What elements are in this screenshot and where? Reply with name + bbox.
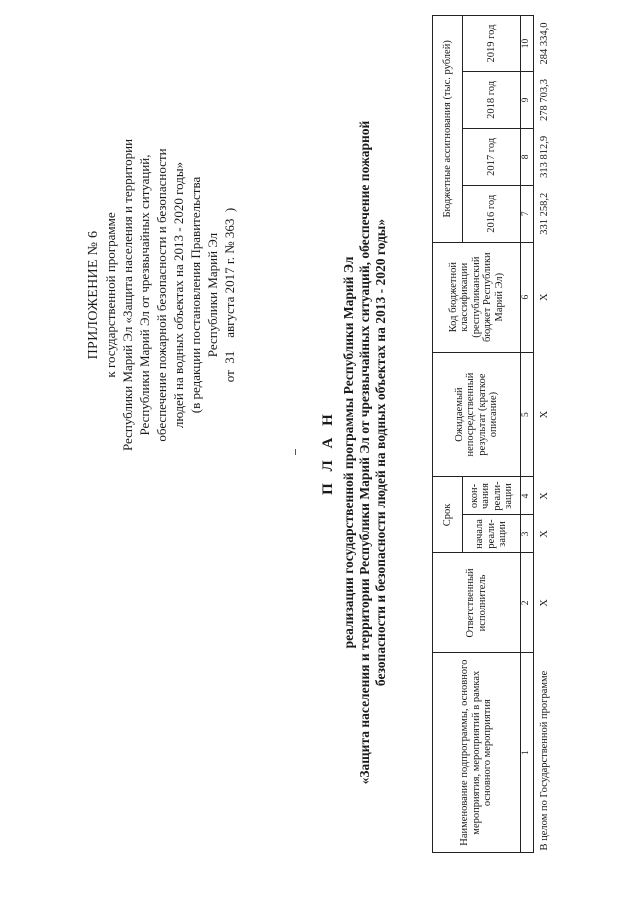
total-end: X <box>538 492 550 500</box>
total-result: X <box>538 410 550 419</box>
plan-subtitle-line: безопасности и безопасности людей на водных объектах на 2013 - 2020 годы» <box>373 218 388 687</box>
appendix-title: ПРИЛОЖЕНИЕ № 6 <box>86 230 101 360</box>
column-number: 4 <box>521 477 534 515</box>
header-term-start: начала реали-зации <box>463 515 521 553</box>
appendix-line: (в редакции постановления Правительства <box>188 176 203 414</box>
column-number: 6 <box>521 242 534 352</box>
plan-subtitle-line: реализации государственной программы Республики Марий Эл <box>341 256 356 649</box>
column-number-row <box>521 16 534 853</box>
header-result: Ожидаемый непосредственный результат (краткое описание) <box>433 352 521 477</box>
total-value-2018: 278 703,3 <box>538 78 550 121</box>
header-year: 2017 год <box>463 128 521 185</box>
header-budget: Бюджетные ассигнования (тыс. рублей) <box>433 16 463 243</box>
appendix-line: к государственной программе <box>103 212 118 378</box>
appendix-line: людей на водных объектах на 2013 - 2020 годы» <box>171 161 186 429</box>
appendix-line: обеспечение пожарной безопасности и безопасности <box>154 148 169 442</box>
appendix-line: Республики Марий Эл от чрезвычайных ситуаций, <box>137 154 152 436</box>
header-year: 2019 год <box>463 16 521 72</box>
total-value-2017: 313 812,9 <box>538 135 550 178</box>
plan-subtitle <box>341 100 389 805</box>
column-number: 8 <box>521 128 534 185</box>
total-value-2016: 331 258,2 <box>538 192 550 235</box>
total-executor: X <box>538 599 550 607</box>
appendix-line: Республики Марий Эл «Защита населения и территории <box>120 138 135 452</box>
plan-table <box>432 15 551 853</box>
column-number: 5 <box>521 352 534 477</box>
total-start: X <box>538 530 550 538</box>
column-number: 10 <box>521 16 534 72</box>
header-year: 2018 год <box>463 71 521 128</box>
header-term-end: окон-чания реали-зации <box>463 477 521 515</box>
header-term: Срок <box>433 477 463 553</box>
total-label: В целом по Государственной программе <box>538 670 550 851</box>
column-number: 2 <box>521 553 534 653</box>
column-number: 1 <box>521 653 534 853</box>
total-value-2019: 284 334,0 <box>538 22 550 65</box>
header-code: Код бюджетной классификации (республиканский бюджет Республики Марий Эл) <box>433 242 521 352</box>
column-number: 7 <box>521 185 534 242</box>
column-number: 9 <box>521 71 534 128</box>
appendix-block <box>85 115 238 475</box>
divider <box>295 449 296 455</box>
appendix-date-line: от 31 августа 2017 г. № 363 ) <box>222 207 237 383</box>
plan-title: П Л А Н <box>320 410 336 495</box>
plan-subtitle-line: «Защита населения и территории Республики Марий Эл от чрезвычайных ситуаций, обеспечение пожарной <box>357 120 372 785</box>
appendix-line: Республики Марий Эл <box>205 232 220 358</box>
total-code: X <box>538 293 550 301</box>
header-year: 2016 год <box>463 185 521 242</box>
table-row-total <box>533 16 551 853</box>
column-number: 3 <box>521 515 534 553</box>
header-executor: Ответственный исполнитель <box>433 553 521 653</box>
header-name: Наименование подпрограммы, основного мероприятия, мероприятий в рамках основного мероприятия <box>433 653 521 853</box>
